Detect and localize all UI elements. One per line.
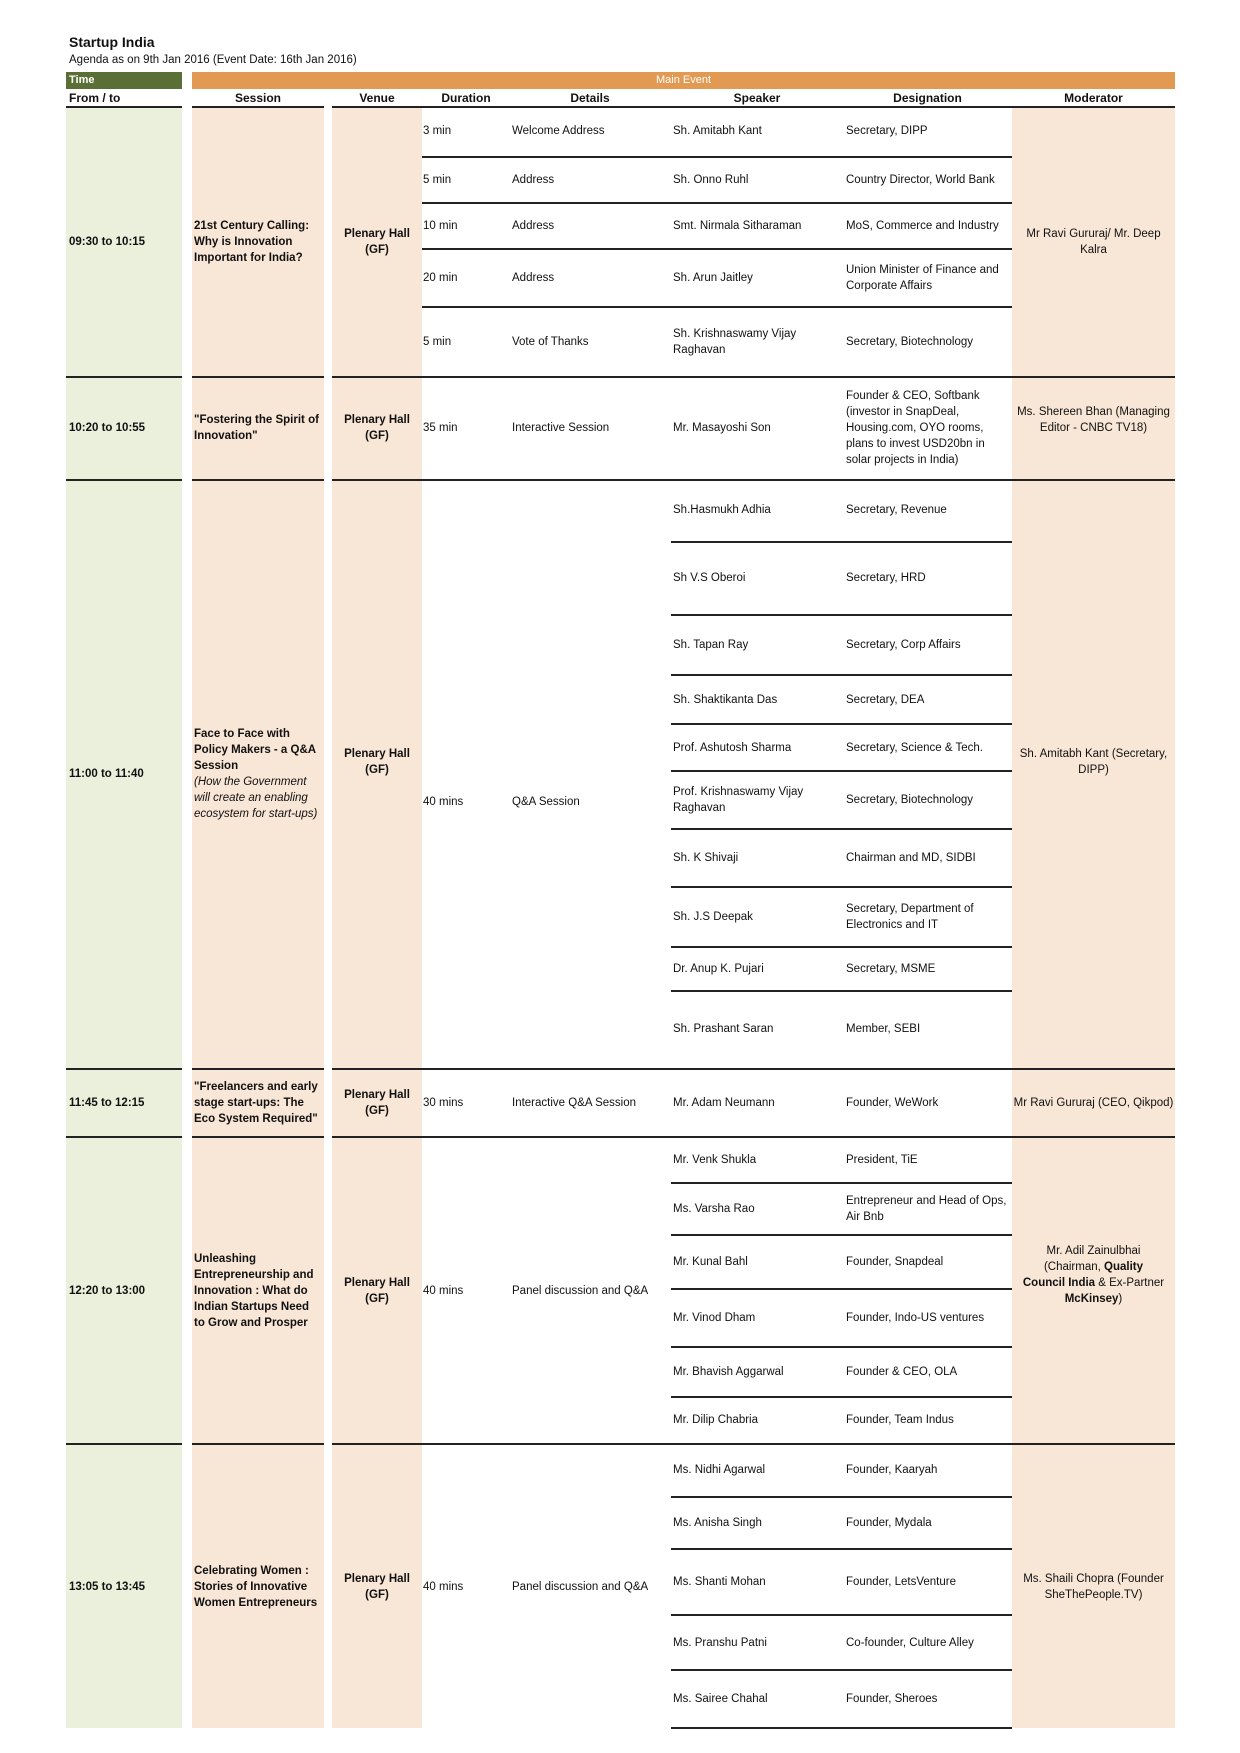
session-venue: Plenary Hall (GF) bbox=[344, 1276, 410, 1305]
row-divider bbox=[671, 1727, 1012, 1729]
entry-duration: 40 mins bbox=[423, 1580, 464, 1593]
entry-designation: Founder, Kaaryah bbox=[846, 1464, 938, 1476]
main-event-bar-label: Main Event bbox=[655, 74, 712, 86]
moderator-role: (Chairman, bbox=[1043, 1261, 1105, 1273]
entry-speaker: Ms. Varsha Rao bbox=[673, 1202, 755, 1215]
header-moderator: Moderator bbox=[1064, 91, 1123, 105]
entry-speaker: Mr. Dilip Chabria bbox=[673, 1414, 758, 1426]
entry-duration: 5 min bbox=[423, 174, 452, 186]
entry-details: Interactive Q&A Session bbox=[512, 1097, 637, 1109]
entry-designation: Secretary, Science & Tech. bbox=[846, 741, 984, 754]
entry-designation: Founder, Mydala bbox=[846, 1517, 932, 1529]
moderator-org-2: McKinsey bbox=[1064, 1293, 1119, 1305]
session-moderator: Mr Ravi Gururaj/ Mr. Deep Kalra bbox=[1026, 227, 1161, 256]
header-from-to: From / to bbox=[69, 91, 121, 105]
session-moderator bbox=[1012, 1138, 1175, 1412]
session-title: 21st Century Calling: Why is Innovation Important for India? bbox=[194, 219, 310, 264]
session-moderator: Mr Ravi Gururaj (CEO, Qikpod) bbox=[1013, 1097, 1174, 1109]
entry-details: Address bbox=[512, 174, 555, 186]
session-title-block bbox=[194, 481, 322, 1067]
entry-duration: 20 min bbox=[423, 271, 458, 284]
header-details: Details bbox=[570, 91, 610, 105]
entry-designation: Founder & CEO, OLA bbox=[846, 1366, 958, 1378]
session-title: "Fostering the Spirit of Innovation" bbox=[194, 414, 319, 442]
entry-designation: Secretary, DEA bbox=[846, 693, 925, 706]
entry-speaker: Sh. Amitabh Kant bbox=[673, 124, 762, 137]
session-time: 12:20 to 13:00 bbox=[69, 1284, 146, 1297]
entry-designation: Secretary, MSME bbox=[846, 963, 936, 975]
entry-speaker: Smt. Nirmala Sitharaman bbox=[673, 220, 802, 232]
entry-designation: Founder, Snapdeal bbox=[846, 1256, 944, 1268]
header-venue: Venue bbox=[359, 91, 395, 105]
entry-speaker: Prof. Krishnaswamy Vijay Raghavan bbox=[673, 785, 804, 814]
entry-speaker: Sh.Hasmukh Adhia bbox=[673, 504, 771, 516]
entry-details: Panel discussion and Q&A bbox=[512, 1580, 649, 1593]
entry-speaker: Dr. Anup K. Pujari bbox=[673, 963, 764, 975]
entry-speaker: Mr. Bhavish Aggarwal bbox=[673, 1366, 784, 1378]
session-time: 10:20 to 10:55 bbox=[69, 422, 146, 434]
header-duration: Duration bbox=[441, 91, 491, 105]
session-note: (How the Government will create an enabling ecosystem for start-ups) bbox=[194, 776, 318, 820]
header-designation: Designation bbox=[893, 91, 962, 105]
session-time: 11:00 to 11:40 bbox=[69, 768, 144, 780]
moderator-name: Mr. Adil Zainulbhai bbox=[1046, 1245, 1141, 1257]
entry-duration: 40 mins bbox=[423, 796, 464, 808]
header-speaker: Speaker bbox=[733, 91, 781, 105]
entry-duration: 35 min bbox=[423, 422, 458, 434]
entry-designation: Co-founder, Culture Alley bbox=[846, 1636, 974, 1649]
entry-speaker: Sh. Prashant Saran bbox=[673, 1023, 774, 1035]
session-venue: Plenary Hall (GF) bbox=[344, 1089, 410, 1117]
entry-designation: Union Minister of Finance and Corporate Affairs bbox=[846, 263, 999, 292]
session-venue: Plenary Hall (GF) bbox=[344, 748, 410, 776]
entry-duration: 3 min bbox=[423, 124, 452, 137]
entry-designation: Secretary, Biotechnology bbox=[846, 335, 973, 348]
session-moderator: Ms. Shaili Chopra (Founder SheThePeople.TV) bbox=[1023, 1572, 1164, 1601]
entry-speaker: Ms. Pranshu Patni bbox=[673, 1636, 767, 1649]
session-title: Celebrating Women : Stories of Innovative Women Entrepreneurs bbox=[194, 1564, 318, 1609]
entry-designation: Secretary, Biotechnology bbox=[846, 793, 973, 806]
entry-speaker: Ms. Nidhi Agarwal bbox=[673, 1464, 766, 1476]
entry-designation: Secretary, DIPP bbox=[846, 124, 928, 137]
entry-details: Panel discussion and Q&A bbox=[512, 1284, 649, 1297]
session-venue: Plenary Hall (GF) bbox=[344, 1572, 410, 1601]
entry-designation: Founder, Sheroes bbox=[846, 1693, 938, 1705]
entry-designation: Secretary, Revenue bbox=[846, 504, 947, 516]
main-event-bar bbox=[192, 72, 1175, 89]
entry-designation: Secretary, HRD bbox=[846, 572, 926, 584]
entry-duration: 10 min bbox=[423, 220, 458, 232]
entry-designation: Secretary, Department of Electronics and IT bbox=[846, 902, 974, 931]
session-moderator: Sh. Amitabh Kant (Secretary, DIPP) bbox=[1019, 748, 1168, 776]
entry-details: Address bbox=[512, 220, 555, 232]
session-moderator: Ms. Shereen Bhan (Managing Editor - CNBC TV18) bbox=[1017, 406, 1170, 434]
entry-designation: Country Director, World Bank bbox=[846, 174, 995, 186]
moderator-role-cont: & Ex-Partner bbox=[1095, 1277, 1165, 1289]
entry-speaker: Sh. J.S Deepak bbox=[673, 910, 753, 923]
session-venue: Plenary Hall (GF) bbox=[344, 414, 410, 442]
entry-speaker: Sh. Onno Ruhl bbox=[673, 174, 749, 186]
time-bar-label: Time bbox=[69, 74, 95, 86]
entry-designation: Secretary, Corp Affairs bbox=[846, 638, 961, 651]
moderator-org: Quality bbox=[1104, 1261, 1144, 1273]
page-title: Startup India bbox=[69, 34, 155, 50]
entry-details: Q&A Session bbox=[512, 796, 580, 808]
session-venue: Plenary Hall (GF) bbox=[344, 227, 410, 256]
session-title: Unleashing Entrepreneurship and Innovation : What do Indian Startups Need to Grow and Prosper bbox=[194, 1252, 314, 1329]
entry-designation: MoS, Commerce and Industry bbox=[846, 220, 999, 232]
entry-speaker: Ms. Anisha Singh bbox=[673, 1517, 762, 1529]
entry-speaker: Sh V.S Oberoi bbox=[673, 572, 746, 584]
entry-speaker: Mr. Venk Shukla bbox=[673, 1154, 757, 1166]
moderator-org-cont: Council India bbox=[1022, 1277, 1096, 1289]
header-session: Session bbox=[234, 91, 282, 105]
entry-speaker: Mr. Adam Neumann bbox=[673, 1097, 775, 1109]
entry-speaker: Ms. Sairee Chahal bbox=[673, 1693, 768, 1705]
entry-speaker: Mr. Masayoshi Son bbox=[673, 422, 771, 434]
entry-details: Vote of Thanks bbox=[512, 335, 589, 348]
entry-designation: Entrepreneur and Head of Ops, Air Bnb bbox=[846, 1194, 1007, 1223]
entry-speaker: Ms. Shanti Mohan bbox=[673, 1576, 766, 1588]
entry-details: Welcome Address bbox=[512, 124, 605, 137]
entry-speaker: Sh. K Shivaji bbox=[673, 852, 739, 864]
session-time: 11:45 to 12:15 bbox=[69, 1097, 145, 1109]
entry-designation: Founder, Team Indus bbox=[846, 1414, 954, 1426]
entry-speaker: Mr. Vinod Dham bbox=[673, 1312, 756, 1324]
entry-speaker: Prof. Ashutosh Sharma bbox=[673, 741, 792, 754]
entry-speaker: Sh. Krishnaswamy Vijay Raghavan bbox=[673, 327, 797, 356]
entry-duration: 5 min bbox=[423, 335, 452, 348]
session-title: "Freelancers and early stage start-ups: The Eco System Required" bbox=[194, 1081, 318, 1125]
entry-details: Address bbox=[512, 271, 555, 284]
entry-designation: Member, SEBI bbox=[846, 1023, 921, 1035]
entry-designation: Founder, LetsVenture bbox=[846, 1576, 956, 1588]
entry-designation: Chairman and MD, SIDBI bbox=[846, 852, 976, 864]
entry-speaker: Mr. Kunal Bahl bbox=[673, 1256, 748, 1268]
time-bar bbox=[66, 72, 182, 89]
moderator-close: ) bbox=[1118, 1293, 1123, 1305]
page-subtitle: Agenda as on 9th Jan 2016 (Event Date: 16th Jan 2016) bbox=[69, 54, 357, 66]
session-time: 09:30 to 10:15 bbox=[69, 235, 146, 248]
entry-designation: President, TiE bbox=[846, 1154, 918, 1166]
session-title: Face to Face with Policy Makers - a Q&A Session bbox=[194, 728, 316, 772]
entry-details: Interactive Session bbox=[512, 422, 610, 434]
entry-designation: Founder, Indo-US ventures bbox=[846, 1312, 985, 1324]
entry-speaker: Sh. Shaktikanta Das bbox=[673, 693, 778, 706]
entry-duration: 40 mins bbox=[423, 1284, 464, 1297]
entry-designation: Founder, WeWork bbox=[846, 1097, 939, 1109]
entry-speaker: Sh. Arun Jaitley bbox=[673, 271, 753, 284]
entry-duration: 30 mins bbox=[423, 1097, 464, 1109]
session-time: 13:05 to 13:45 bbox=[69, 1580, 146, 1593]
entry-designation: Founder & CEO, Softbank (investor in SnapDeal, Housing.com, OYO rooms, plans to invest USD20bn in solar projects in India) bbox=[846, 390, 985, 466]
entry-speaker: Sh. Tapan Ray bbox=[673, 638, 749, 651]
